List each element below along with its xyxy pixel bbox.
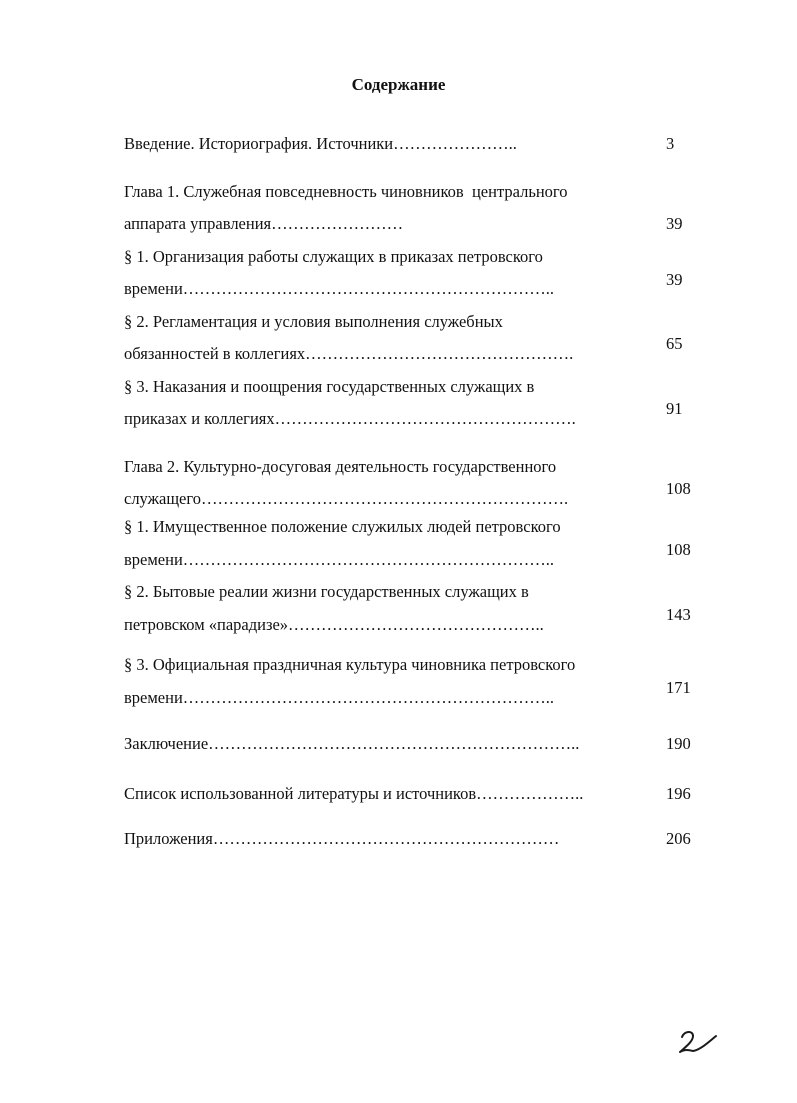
toc-page-number: 65 bbox=[666, 334, 683, 353]
toc-entry-chapter-1-cont: аппарата управления…………………… bbox=[124, 214, 404, 233]
toc-page-number: 108 bbox=[666, 479, 691, 498]
toc-page-number: 206 bbox=[666, 829, 691, 848]
toc-entry-chapter-1: Глава 1. Служебная повседневность чиновников центрального bbox=[124, 182, 568, 201]
toc-page-number: 108 bbox=[666, 540, 691, 559]
toc-entry-introduction: Введение. Историография. Источники………………….. bbox=[124, 134, 517, 153]
toc-entry-section-1-1-cont: времени………………………………………………………….. bbox=[124, 279, 555, 298]
page-title: Содержание bbox=[351, 75, 446, 94]
toc-entry-section-2-3-cont: времени………………………………………………………….. bbox=[124, 688, 555, 707]
toc-page-number: 39 bbox=[666, 214, 683, 233]
toc-entry-section-2-2-cont: петровском «парадизе»……………………………………….. bbox=[124, 615, 544, 634]
toc-entry-chapter-2: Глава 2. Культурно-досуговая деятельность государственного bbox=[124, 457, 557, 476]
toc-entry-section-1-2: § 2. Регламентация и условия выполнения служебных bbox=[124, 312, 503, 331]
toc-page-number: 196 bbox=[666, 784, 691, 803]
toc-entry-section-1-2-cont: обязанностей в коллегиях…………………………………………. bbox=[124, 344, 574, 363]
toc-entry-section-1-1: § 1. Организация работы служащих в приказах петровского bbox=[124, 247, 543, 266]
toc-entry-section-2-1: § 1. Имущественное положение служилых людей петровского bbox=[124, 517, 561, 536]
toc-entry-section-2-2: § 2. Бытовые реалии жизни государственных служащих в bbox=[124, 582, 529, 601]
toc-page-number: 190 bbox=[666, 734, 691, 753]
toc-page-number: 39 bbox=[666, 270, 683, 289]
toc-entry-section-2-3: § 3. Официальная праздничная культура чиновника петровского bbox=[124, 655, 576, 674]
toc-page-number: 171 bbox=[666, 678, 691, 697]
toc-entry-conclusion: Заключение………………………………………………………….. bbox=[124, 734, 580, 753]
toc-entry-chapter-2-cont: служащего…………………………………………………………. bbox=[124, 489, 569, 508]
toc-entry-section-1-3-cont: приказах и коллегиях………………………………………………. bbox=[124, 409, 576, 428]
toc-page-number: 91 bbox=[666, 399, 683, 418]
toc-entry-section-1-3: § 3. Наказания и поощрения государственных служащих в bbox=[124, 377, 535, 396]
toc-entry-section-2-1-cont: времени………………………………………………………….. bbox=[124, 550, 555, 569]
toc-page-number: 3 bbox=[666, 134, 675, 153]
toc-page-number: 143 bbox=[666, 605, 691, 624]
handwritten-page-number bbox=[676, 1028, 720, 1063]
toc-entry-appendices: Приложения……………………………………………………… bbox=[124, 829, 560, 848]
toc-entry-bibliography: Список использованной литературы и источников……………….. bbox=[124, 784, 584, 803]
